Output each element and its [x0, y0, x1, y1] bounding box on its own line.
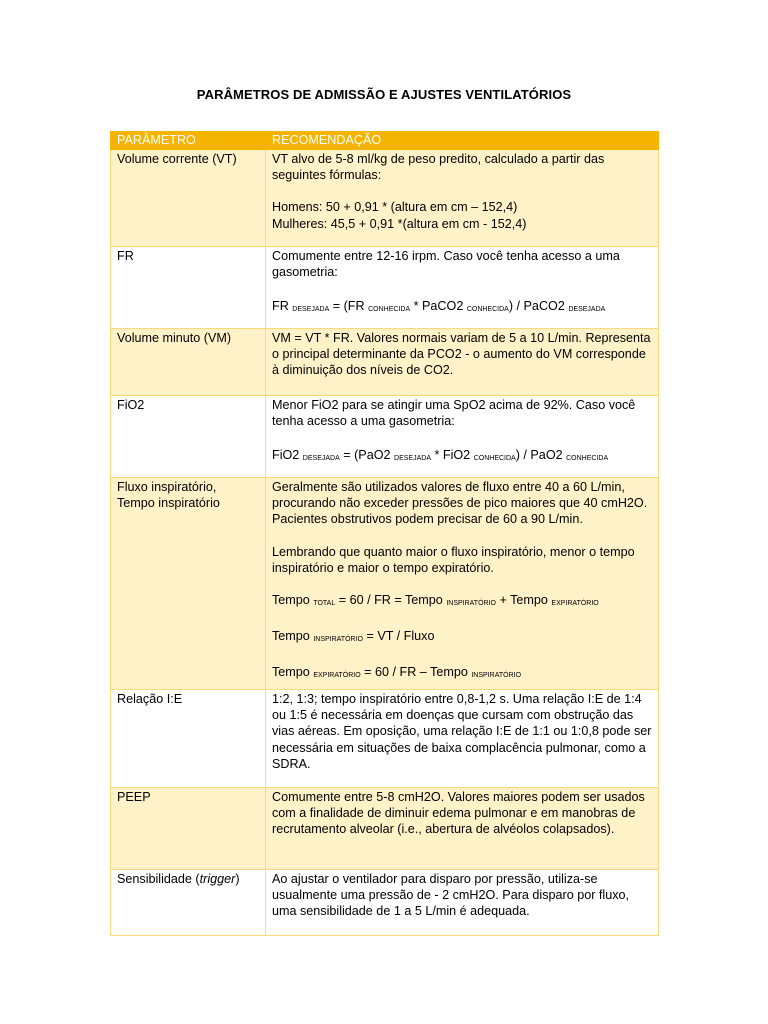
fluxo-p2: Lembrando que quanto maior o fluxo inspiratório, menor o tempo inspiratório e maior o tempo expiratório.	[272, 544, 635, 575]
table-row	[111, 150, 659, 247]
row-param-fluxo: Fluxo inspiratório, Tempo inspiratório	[111, 478, 266, 690]
row-rec-fluxo	[266, 478, 659, 690]
row-rec-vm: VM = VT * FR. Valores normais variam de 5 a 10 L/min. Representa o principal determinante da PCO2 - o aumento do VM corresponde à diminuição dos níveis de CO2.	[266, 329, 659, 396]
row-rec-vt	[266, 150, 659, 247]
table-row	[111, 478, 659, 690]
row-rec-fr	[266, 247, 659, 329]
fluxo-eq1: Tempo $_{TOTAL}$ = 60 / FR = Tempo $_{INSPIRATÓRIO}$ + Tempo $_{EXPIRATÓRIO}$	[272, 593, 599, 608]
fio2-text: Menor FiO2 para se atingir uma SpO2 acima de 92%. Caso você tenha acesso a uma gasometria:	[272, 398, 636, 429]
row-param-vm: Volume minuto (VM)	[111, 329, 266, 396]
fr-text: Comumente entre 12-16 irpm. Caso você tenha acesso a uma gasometria:	[272, 249, 620, 280]
table-header	[111, 132, 659, 150]
row-param-fio2: FiO2	[111, 396, 266, 478]
row-rec-sens: Ao ajustar o ventilador para disparo por pressão, utiliza-se usualmente uma pressão de - 2 cmH2O. Para disparo por fluxo, uma sensibilidade de 1 a 5 L/min é adequada.	[266, 870, 659, 936]
vt-text: VT alvo de 5-8 ml/kg de peso predito, calculado a partir das seguintes fórmulas:	[272, 152, 605, 183]
page-title: PARÂMETROS DE ADMISSÃO E AJUSTES VENTILATÓRIOS	[196, 87, 572, 102]
table-row	[111, 247, 659, 329]
vt-formula-men: Homens: 50 + 0,91 * (altura em cm – 152,4)	[272, 200, 518, 215]
row-param-fr: FR	[111, 247, 266, 329]
row-rec-fio2	[266, 396, 659, 478]
row-rec-ie: 1:2, 1:3; tempo inspiratório entre 0,8-1,2 s. Uma relação I:E de 1:4 ou 1:5 é necessária em doenças que cursam com obstrução das vias aéreas. Em oposição, uma relação I:E de 1:1 ou 1:0,8 pode ser necessária em situações de baixa complacência pulmonar, como a SDRA.	[266, 690, 659, 788]
row-param-ie: Relação I:E	[111, 690, 266, 788]
fio2-formula: FiO2 $_{DESEJADA}$ = (PaO2 $_{DESEJADA}$ * FiO2 $_{CONHECIDA}$) / PaO2 $_{CONHECIDA}$	[272, 448, 609, 463]
fluxo-eq2: Tempo $_{INSPIRATÓRIO}$ = VT / Fluxo	[272, 629, 435, 644]
row-rec-peep: Comumente entre 5-8 cmH2O. Valores maiores podem ser usados com a finalidade de diminuir edema pulmonar e em manobras de recrutamento alveolar (i.e., abertura de alvéolos colapsados).	[266, 788, 659, 870]
fluxo-p1: Geralmente são utilizados valores de fluxo entre 40 a 60 L/min, procurando não exceder pressões de pico maiores que 40 cmH2O. Pacientes obstrutivos podem precisar de 60 a 90 L/min.	[272, 480, 648, 527]
fluxo-eq3: Tempo $_{EXPIRATÓRIO}$ = 60 / FR – Tempo $_{INSPIRATÓRIO}$	[272, 665, 522, 680]
header-recomendacao: RECOMENDAÇÃO	[266, 132, 659, 150]
table-row	[111, 690, 659, 788]
row-param-vt: Volume corrente (VT)	[111, 150, 266, 247]
header-parametro: PARÂMETRO	[111, 132, 266, 150]
parameters-table	[110, 131, 659, 936]
row-param-peep: PEEP	[111, 788, 266, 870]
table-row	[111, 870, 659, 936]
vt-formula-women: Mulheres: 45,5 + 0,91 *(altura em cm - 152,4)	[272, 216, 527, 231]
fr-formula: FR $_{DESEJADA}$ = (FR $_{CONHECIDA}$ * PaCO2 $_{CONHECIDA}$) / PaCO2 $_{DESEJADA}$	[272, 299, 606, 314]
table-row	[111, 329, 659, 396]
table-row	[111, 396, 659, 478]
table-row	[111, 788, 659, 870]
row-param-sens: Sensibilidade (trigger)	[111, 870, 266, 936]
